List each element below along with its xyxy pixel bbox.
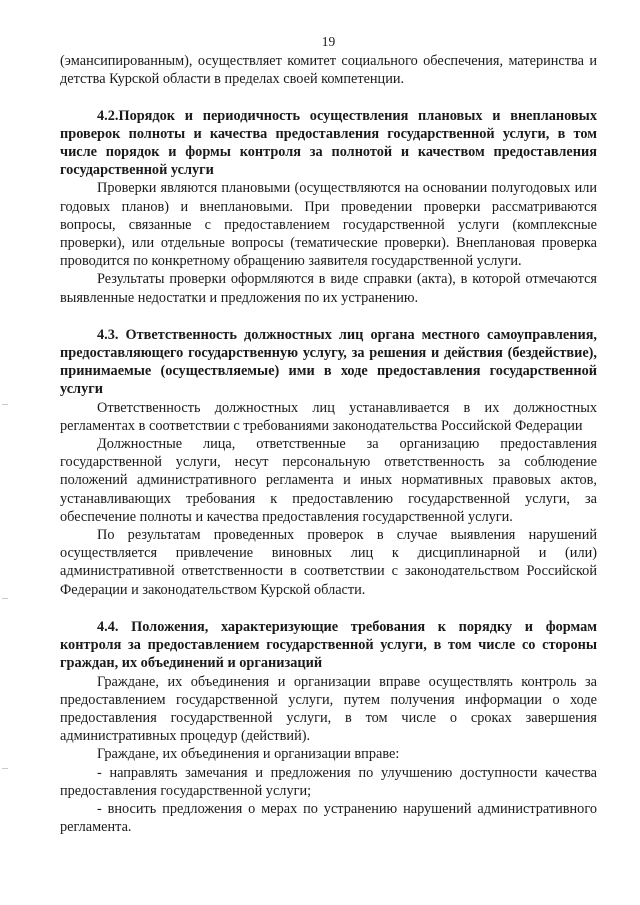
document-page [60,0,597,836]
paragraph: Должностные лица, ответственные за организацию предоставления государственной услуги, несут персональную ответственность за соблюдение положений административного регламента и иных нормативных правовых актов, устанавливающих требования к предоставлению государственной услуги, за обеспечение полноты и качества предоставления государственной услуги. [60,436,597,525]
list-item: - направлять замечания и предложения по улучшению доступности качества предоставления государственной услуги; [60,764,597,799]
scan-edge-mark [2,598,8,599]
paragraph: Граждане, их объединения и организации вправе: [97,746,400,763]
scan-edge-mark [2,404,8,405]
paragraph: Граждане, их объединения и организации вправе осуществлять контроль за предоставлением государственной услуги, путем получения информации о ходе предоставления государственной услуги, в том числе о сроках завершения административных процедур (действий). [60,673,597,745]
scan-edge-mark [2,768,8,769]
page-number: 19 [321,34,336,49]
section-heading-4-4: 4.4. Положения, характеризующие требования к порядку и формам контроля за предоставлением государственной услуги, в том числе со стороны граждан, их объединений и организаций [60,618,597,672]
section-heading-4-3: 4.3. Ответственность должностных лиц органа местного самоуправления, предоставляющего государственную услугу, за решения и действия (бездействие), принимаемые (осуществляемые) ими в ходе предоставления государственной услуги [60,326,597,398]
paragraph: Ответственность должностных лиц устанавливается в их должностных регламентах в соответствии с требованиями законодательства Российской Федерации [60,399,597,434]
list-item: - вносить предложения о мерах по устранению нарушений административного регламента. [60,800,597,836]
paragraph: (эмансипированным), осуществляет комитет социального обеспечения, материнства и детства Курской области в пределах своей компетенции. [60,53,597,88]
paragraph: По результатам проведенных проверок в случае выявления нарушений осуществляется привлечение виновных лиц к дисциплинарной и (или) административной ответственности в соответствии с законодательством Российской Федерации и законодательством Курской области. [60,527,597,598]
section-heading-4-2: 4.2.Порядок и периодичность осуществления плановых и внеплановых проверок полноты и качества предоставления государственной услуги, в том числе порядок и формы контроля за полнотой и качеством предоставления государственной услуги [60,107,597,179]
paragraph: Проверки являются плановыми (осуществляются на основании полугодовых или годовых планов) и внеплановыми. При проведении проверки рассматриваются вопросы, связанные с предоставлением государственной услуги (комплексные проверки), или отдельные вопросы (тематические проверки). Внеплановая проверка проводится по конкретному обращению заявителя государственной услуги. [60,180,597,270]
paragraph: Результаты проверки оформляются в виде справки (акта), в которой отмечаются выявленные недостатки и предложения по их устранению. [60,271,597,306]
